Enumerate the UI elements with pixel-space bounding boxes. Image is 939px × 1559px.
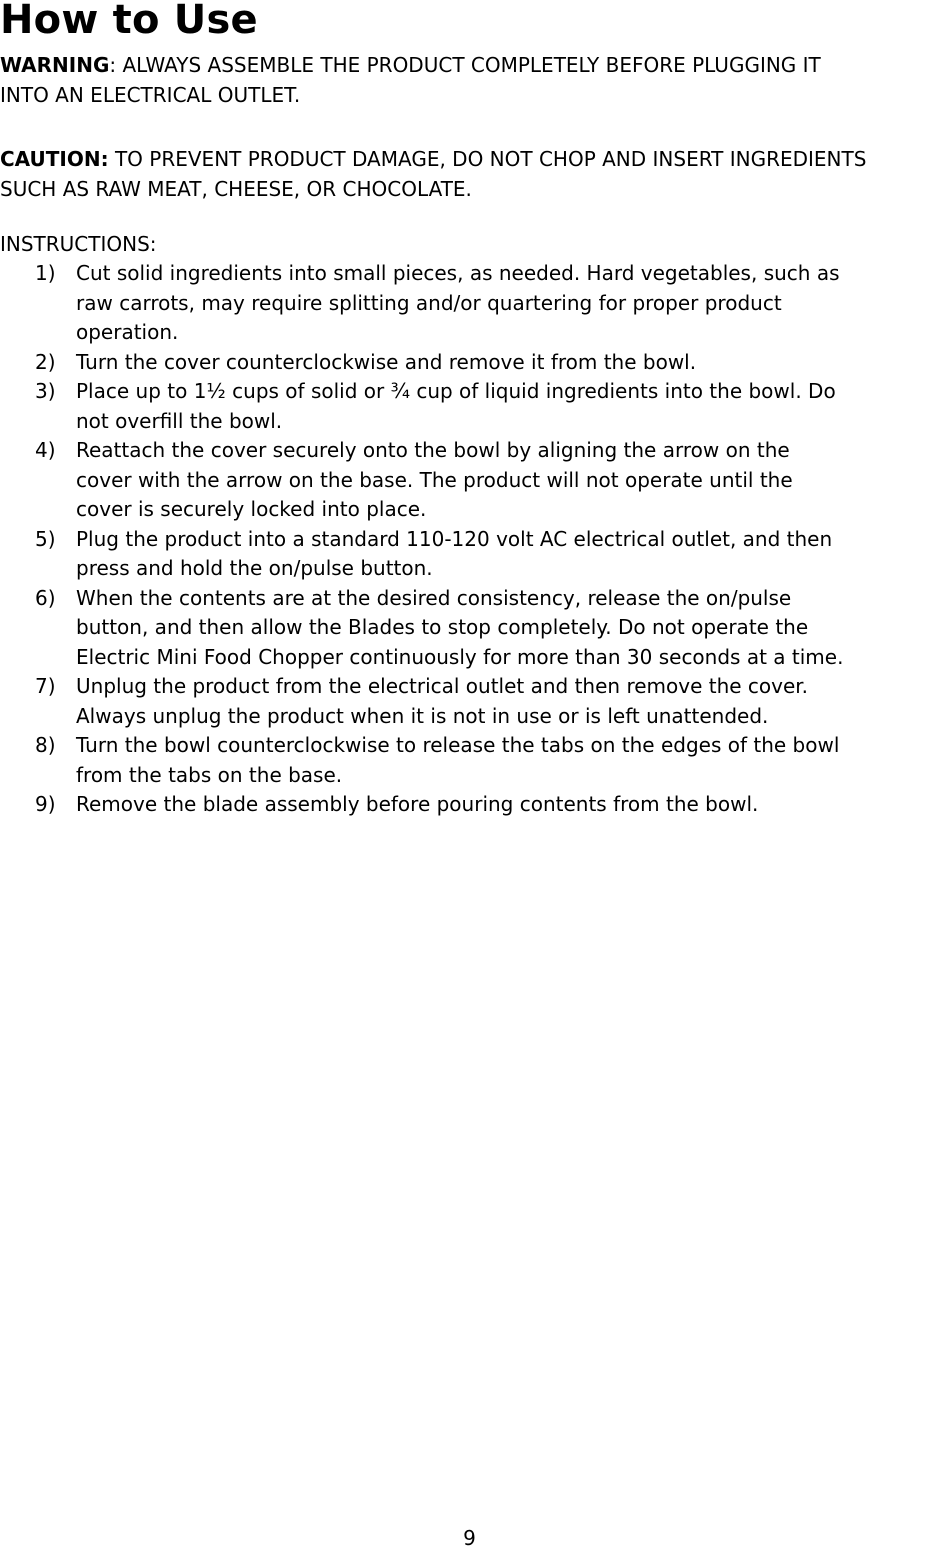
instruction-item — [0, 672, 939, 731]
instruction-item — [0, 259, 939, 348]
instruction-item — [0, 436, 939, 525]
instruction-item — [0, 790, 939, 820]
warning-notice — [0, 51, 939, 110]
instruction-number: 1) — [35, 261, 56, 285]
instruction-text: Unplug the product from the electrical outlet and then remove the cover. Always unplug the product when it is not in use or is left unattended. — [76, 674, 809, 728]
page-number: 9 — [463, 1526, 476, 1550]
caution-notice — [0, 145, 939, 204]
instruction-number: 2) — [35, 349, 56, 374]
instruction-item — [0, 584, 939, 673]
instruction-item — [0, 731, 939, 790]
instruction-item — [0, 377, 939, 436]
instructions-heading: INSTRUCTIONS: — [0, 232, 157, 256]
caution-text: TO PREVENT PRODUCT DAMAGE, DO NOT CHOP AND INSERT INGREDIENTS SUCH AS RAW MEAT, CHEESE, OR CHOCOLATE. — [0, 147, 867, 201]
instruction-item — [0, 348, 939, 378]
instruction-text: Turn the bowl counterclockwise to release the tabs on the edges of the bowl from the tabs on the base. — [76, 733, 840, 787]
instruction-number: 8) — [35, 733, 56, 757]
warning-label: WARNING — [0, 53, 110, 77]
instructions-list — [0, 259, 939, 820]
instruction-item — [0, 525, 939, 584]
instruction-text: Cut solid ingredients into small pieces, as needed. Hard vegetables, such as raw carrots, may require splitting and/or quartering for proper product operation. — [76, 261, 840, 344]
instruction-text: When the contents are at the desired consistency, release the on/pulse button, and then allow the Blades to stop completely. Do not operate the Electric Mini Food Chopper continuously for more than 30 seconds at a time. — [76, 585, 844, 669]
warning-text: : ALWAYS ASSEMBLE THE PRODUCT COMPLETELY BEFORE PLUGGING IT INTO AN ELECTRICAL OUTLET. — [0, 53, 821, 107]
instruction-number: 9) — [35, 792, 56, 816]
instruction-text: Turn the cover counterclockwise and remove it from the bowl. — [76, 349, 697, 374]
instruction-number: 7) — [35, 674, 56, 698]
instruction-number: 3) — [35, 379, 56, 403]
instruction-text: Remove the blade assembly before pouring contents from the bowl. — [76, 792, 759, 816]
instruction-text: Place up to 1½ cups of solid or ¾ cup of liquid ingredients into the bowl. Do not overfill the bowl. — [76, 379, 836, 433]
instruction-number: 4) — [35, 438, 56, 462]
page-title: How to Use — [0, 0, 258, 43]
instruction-text: Plug the product into a standard 110-120 volt AC electrical outlet, and then press and hold the on/pulse button. — [76, 526, 833, 580]
instruction-number: 6) — [35, 585, 56, 610]
instruction-text: Reattach the cover securely onto the bowl by aligning the arrow on the cover with the arrow on the base. The product will not operate until the cover is securely locked into place. — [76, 438, 793, 521]
instruction-number: 5) — [35, 526, 56, 551]
caution-label: CAUTION: — [0, 147, 109, 171]
